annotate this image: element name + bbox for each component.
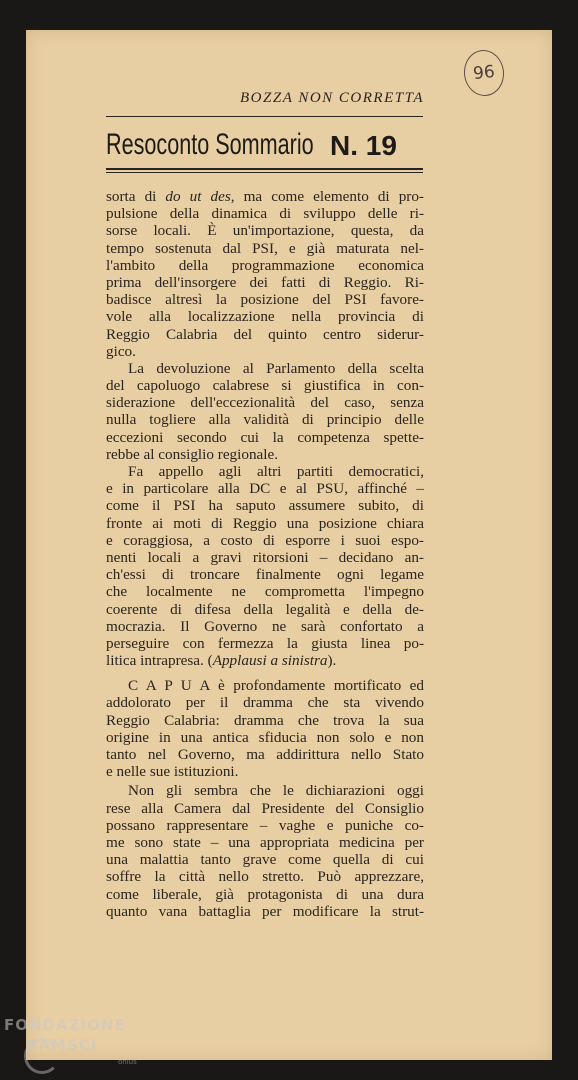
text-line: l'ambito della programmazione economica [106,256,424,274]
text-line: tempo sostenuta dal PSI, e già maturata nel- [106,239,424,257]
text-line: origine in una antica sfiducia non solo e non [106,728,424,746]
text-line: e coraggiosa, a costo di esporre i suoi espo- [106,531,424,549]
text-line: prima dell'insorgere dei fatti di Reggio. Ri- [106,273,424,291]
text-line: una malattia tanto grave come quella di cui [106,851,424,869]
paragraph-gap [106,669,424,677]
page-title [106,128,423,162]
text-line: tanto nel Governo, ma addirittura nello Stato [106,746,424,763]
text-line: coerente di difesa della legalità e della de- [106,600,424,618]
text-line: Fa appello agli altri partiti democratici, [128,463,424,480]
paragraph-2 [106,360,424,463]
body-text [106,188,424,920]
paragraph-1 [106,188,424,360]
text-line: pulsione della dinamica di sviluppo delle ri- [106,205,424,223]
fondazione-gramsci-watermark [4,1016,137,1066]
text-line: Reggio Calabria del quinto centro siderur- [106,325,424,343]
draft-label: BOZZA NON CORRETTA [240,90,424,106]
text-line: nenti locali a gravi ritorsioni – decidano an- [106,548,424,566]
text-line: come il PSI ha saputo assumere subito, di [106,497,424,515]
text-line: litica intrapresa. (Applausi a sinistra). [106,652,337,670]
title-rule-thin [106,172,423,173]
page-number-stamp: 96 [462,48,507,98]
paragraph-3 [106,463,424,669]
document-page [26,30,552,1060]
text-line: me sono state – una appropriata medicina per [106,833,424,851]
text-line: perseguire con fermezza la giusta linea po- [106,634,424,652]
text-line: addolorato per il dramma che sta vivendo [106,694,424,712]
text-line: eccezioni secondo cui la competenza spette- [106,428,424,446]
text-line: mocrazia. Il Governo ne sarà confortato a [106,617,424,635]
title-rule-thick [106,168,423,170]
paragraph-4 [106,677,424,780]
text-line: e nelle sue istituzioni. [106,763,239,781]
watermark-line-1: FONDAZIONE [4,1016,126,1034]
text-line: come liberale, già protagonista di una dura [106,885,424,903]
text-line: del capoluogo calabrese si giustifica in con- [106,377,424,395]
title-number: N. 19 [330,130,397,161]
text-line: gico. [106,342,136,360]
text-line: C A P U A è profondamente mortificato ed [128,677,424,695]
text-line: ch'essi di troncare finalmente ogni legame [106,566,424,584]
text-line: sorta di do ut des, ma come elemento di pro- [106,188,424,205]
text-line: rebbe al consiglio regionale. [106,445,279,463]
watermark-line-2: RAMSCI [26,1036,98,1054]
g-logo-icon [24,1038,60,1074]
header-rule [106,116,423,117]
text-line: sorse locali. È un'importazione, questa, da [106,222,424,240]
text-line: quanto vana battaglia per modificare la strut- [106,902,424,920]
text-line: soffre la città nello stretto. Può apprezzare, [106,868,424,886]
text-line: fronte ai moti di Reggio una posizione chiara [106,514,424,532]
text-line: possano rappresentare – vaghe e puniche co- [106,816,424,834]
text-line: La devoluzione al Parlamento della scelta [128,359,424,377]
text-line: nulla togliere alla validità di principio delle [106,411,424,429]
paragraph-5 [106,782,424,920]
text-line: Reggio Calabria: dramma che trova la sua [106,711,424,729]
text-line: e in particolare alla DC e al PSU, affinché – [106,480,424,498]
text-line: che localmente ne comprometta l'impegno [106,583,424,601]
watermark-line-3: onlus [118,1058,137,1066]
text-line: vole alla localizzazione nella provincia di [106,308,424,326]
title-word: Resoconto Sommario [106,128,314,161]
text-line: siderazione dell'eccezionalità del caso, senza [106,394,424,412]
text-line: rese alla Camera dal Presidente del Consiglio [106,799,424,817]
text-line: badisce altresì la posizione del PSI favore- [106,291,424,309]
text-line: Non gli sembra che le dichiarazioni oggi [128,782,424,800]
